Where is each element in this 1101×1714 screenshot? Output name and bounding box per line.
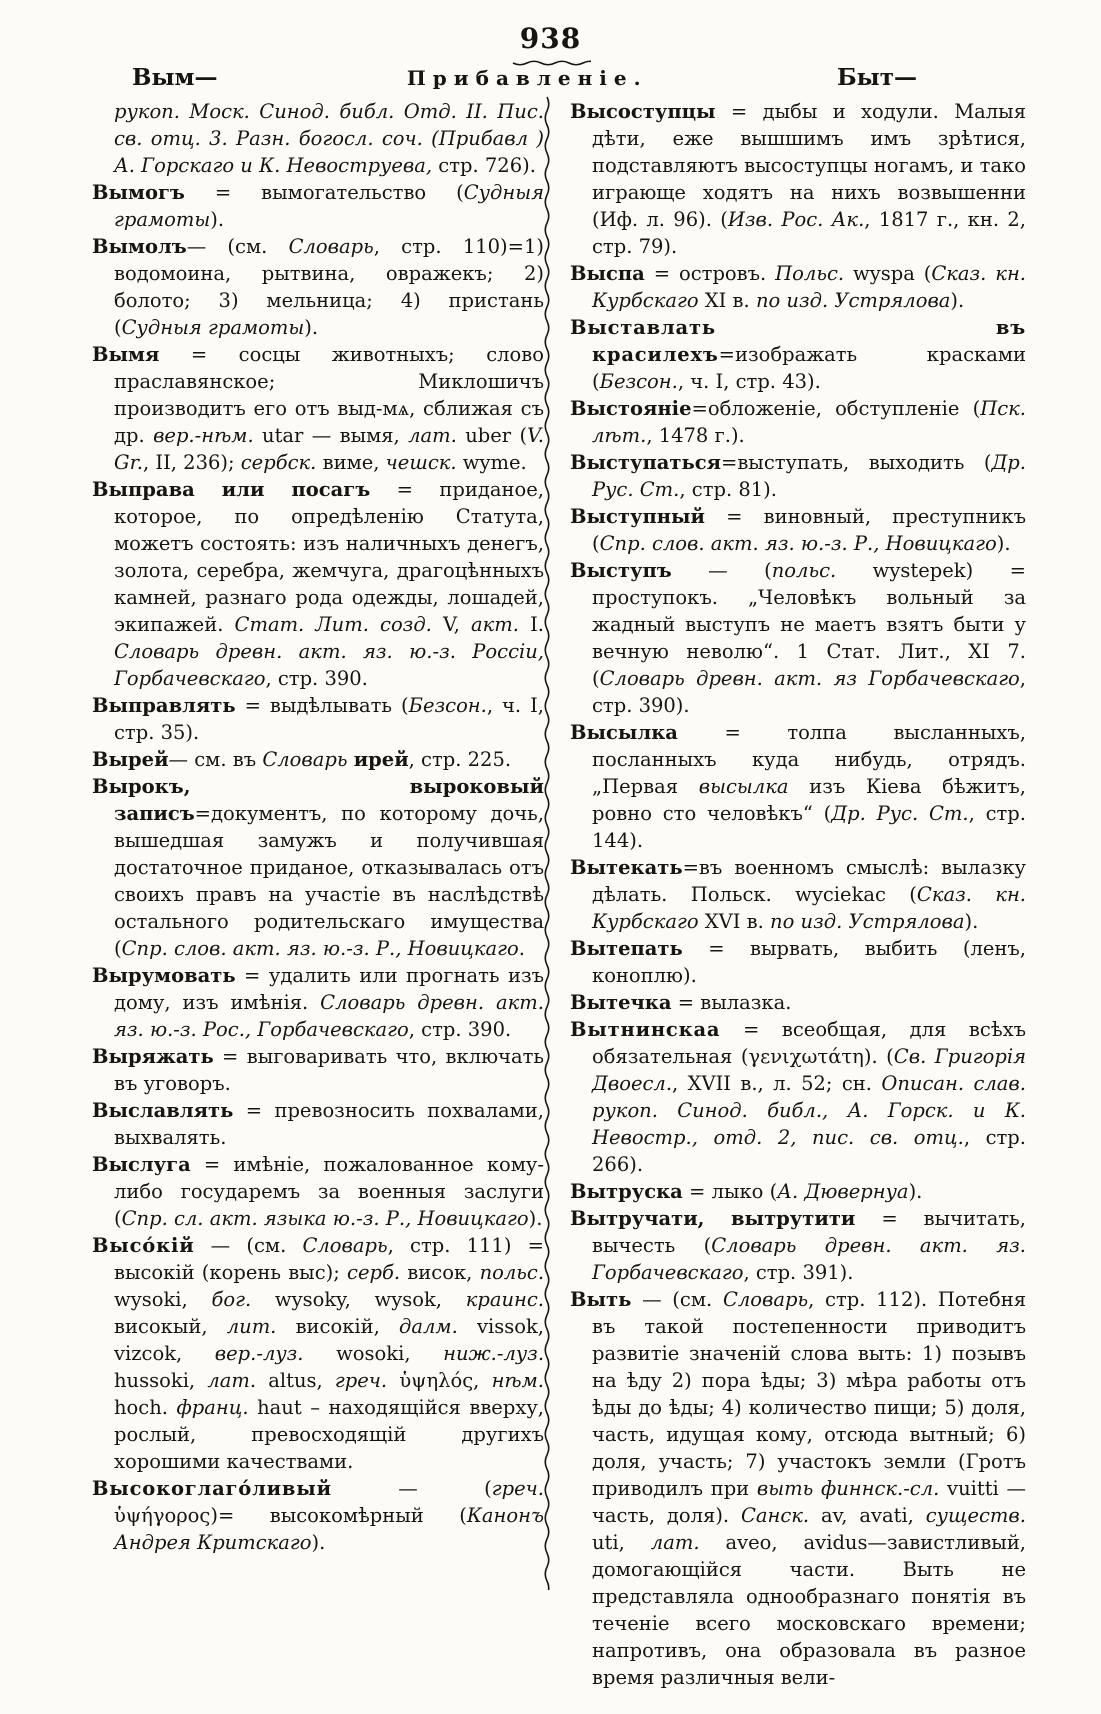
entry-citation: Сказ. кн. Курбскаго	[592, 883, 1026, 933]
dictionary-entry	[570, 719, 1026, 854]
dictionary-entry	[570, 314, 1026, 395]
entry-text: wyme.	[456, 451, 527, 474]
entry-citation: серб.	[347, 1261, 401, 1284]
entry-text: ).	[311, 1531, 326, 1554]
entry-text: =изображать красками (	[592, 343, 1026, 393]
entry-citation: Св. Григорія Двоесл.	[592, 1045, 1026, 1095]
entry-text: , стр. 390).	[592, 667, 1026, 717]
entry-headword: Выправлять	[92, 694, 236, 717]
entry-headword: Высылка	[570, 721, 678, 744]
entry-text: vissok, vizcok,	[114, 1315, 544, 1365]
entry-text: ).	[950, 289, 965, 312]
entry-text: — см. въ	[168, 748, 263, 771]
entry-text: = вырвать, выбить (ленъ, коноплю).	[592, 937, 1026, 987]
entry-citation: Изв. Рос. Ак.	[727, 208, 865, 231]
entry-headword: Выспа	[570, 262, 645, 285]
entry-citation: акт.	[471, 613, 519, 636]
entry-text: , стр. 111) = высокій (корень выс);	[114, 1234, 544, 1284]
entry-text: = удалить или прогнать изъ дому, изъ имѣнія.	[114, 964, 544, 1014]
entry-citation: Словарь древн. акт. яз. ю.-з. Россіи, Горбачевскаго	[114, 640, 544, 690]
entry-headword: Вытепать	[570, 937, 683, 960]
running-head	[92, 64, 1017, 91]
entry-text: =въ военномъ смыслѣ: вылазку дѣлать. Польск. wyciekac (	[592, 856, 1026, 906]
entry-text: виме,	[316, 451, 386, 474]
entry-text: wysoki,	[114, 1288, 212, 1311]
entry-headword: Высо́кій	[92, 1234, 195, 1257]
dictionary-entry	[570, 989, 1026, 1016]
entry-citation: Словарь	[288, 235, 374, 258]
entry-citation: лат.	[207, 1369, 257, 1392]
entry-citation: Др. Рус. Ст.	[831, 802, 969, 825]
entry-text: = толпа высланныхъ, посланныхъ куда нибудь, отрядъ. „Первая	[592, 721, 1026, 798]
dictionary-entry	[92, 1151, 544, 1232]
entry-text: — (	[671, 559, 772, 582]
entry-citation: Сказ. кн. Курбскаго	[592, 262, 1026, 312]
entry-citation: нѣм.	[491, 1369, 544, 1392]
entry-text: , ч. I, стр. 35).	[114, 694, 544, 744]
entry-text: , XVII в., л. 52; сн.	[672, 1072, 882, 1095]
entry-headword: Выслуга	[92, 1153, 191, 1176]
entry-headword: Выряжать	[92, 1045, 214, 1068]
entry-text: , 1478 г.).	[646, 424, 745, 447]
entry-text: ).	[908, 1180, 923, 1203]
entry-text: aveo, avidus—завистливый, домогающійся части. Выть не представляла однообразнаго понятія въ теченіе всего московскаго времени; напротивъ, она образовала въ разное время различныя вели-	[592, 1531, 1027, 1689]
entry-text: , стр. 225.	[408, 748, 512, 771]
entry-citation: польс.	[479, 1261, 545, 1284]
entry-citation: греч.	[491, 1477, 544, 1500]
entry-text: uti,	[592, 1531, 651, 1554]
entry-citation: вер.-нѣм.	[153, 424, 254, 447]
entry-text: = островъ.	[644, 262, 776, 285]
entry-citation: Безсон.	[599, 370, 678, 393]
entry-headword: Вымогъ	[92, 181, 185, 204]
entry-citation: далм.	[399, 1315, 458, 1338]
entry-text: ).	[528, 1207, 543, 1230]
page-number: 938	[519, 22, 582, 55]
entry-text: =обложеніе, обступленіе (	[691, 397, 981, 420]
dictionary-entry	[92, 1475, 544, 1556]
entry-text: , ч. I, стр. 43).	[677, 370, 821, 393]
entry-text: =документъ, по которому дочь, вышедшая замужъ и получившая достаточное приданое, отказывалась отъ своихъ правъ на участіе въ наслѣдствѣ остального родительскаго имущества (	[114, 802, 544, 960]
entry-text: = выговаривать что, включать въ уговоръ.	[114, 1045, 544, 1095]
dictionary-entry	[570, 854, 1026, 935]
entry-text: изъ Кіева бѣжитъ, ровно сто человѣкъ“ (	[592, 775, 1026, 825]
entry-text: .	[518, 937, 525, 960]
entry-text: = сосцы животныхъ; слово праславянское; Миклошичъ производитъ его отъ выд-мѧ, сближая съ др.	[114, 343, 544, 447]
entry-text: , стр. 266).	[592, 1126, 1026, 1176]
entry-citation: Канонъ Андрея Критскаго	[114, 1504, 544, 1554]
entry-text: , 1817 г., кн. 2, стр. 79).	[592, 208, 1026, 258]
entry-headword: Выступаться	[570, 451, 721, 474]
entry-headword: Вытнинскаа	[570, 1018, 721, 1041]
entry-text: — (см.	[631, 1288, 723, 1311]
entry-citation: краинс.	[465, 1288, 545, 1311]
entry-headword: Высоступцы	[570, 100, 716, 123]
entry-text: utar — вымя,	[253, 424, 409, 447]
entry-text: = вымогательство (	[184, 181, 464, 204]
entry-citation: V. Gr.	[114, 424, 544, 474]
running-head-left: Вым—	[132, 64, 218, 91]
entry-text: — (см.	[186, 235, 289, 258]
entry-citation: греч.	[334, 1369, 388, 1392]
dictionary-entry	[92, 773, 544, 962]
entry-citation: Др. Рус. Ст.	[592, 451, 1026, 501]
entry-text: , стр. 110)=1) водомоина, рытвина, овражекъ; 2) болото; 3) мельница; 4) пристань (	[114, 235, 544, 339]
entry-text: стр. 726).	[438, 154, 536, 177]
entry-text: ὑψήγορος)= высокомѣрный (	[114, 1504, 467, 1527]
entry-citation: франц.	[176, 1396, 249, 1419]
entry-text: altus,	[256, 1369, 335, 1392]
entry-headword: Выправа или посагъ	[92, 478, 371, 501]
dictionary-entry	[92, 476, 544, 692]
entry-text: , стр. 390.	[408, 1018, 512, 1041]
entry-text: haut – находящійся вверху, рослый, превосходящій другихъ хорошими качествами.	[114, 1396, 544, 1473]
entry-text: , стр. 391).	[743, 1261, 854, 1284]
dictionary-entry	[92, 692, 544, 746]
entry-text: — (см.	[194, 1234, 303, 1257]
entry-citation: А. Дювернуа	[777, 1180, 909, 1203]
entry-citation: Спр. слов. акт. яз. ю.-з. Р., Новицкаго	[599, 532, 997, 555]
entry-citation: лит.	[226, 1315, 277, 1338]
dictionary-entry	[92, 233, 544, 341]
entry-citation: Словарь	[262, 748, 348, 771]
entry-headword: Вырумовать	[92, 964, 236, 987]
entry-text: високій,	[276, 1315, 399, 1338]
entry-citation: Спр. слов. акт. яз. ю.-з. Р., Новицкаго	[121, 937, 519, 960]
entry-citation: Судныя грамоты	[121, 316, 305, 339]
entry-citation: Словарь	[722, 1288, 809, 1311]
running-head-right: Быт—	[837, 64, 917, 91]
entry-text: wysoky, wysok,	[251, 1288, 466, 1311]
entry-citation: лат.	[650, 1531, 700, 1554]
entry-citation: Пск. лѣт.	[592, 397, 1026, 447]
entry-citation: ниж.-луз.	[443, 1342, 545, 1365]
entry-text: = имѣніе, пожалованное кому-либо государемъ за военныя заслуги (	[114, 1153, 544, 1230]
entry-citation: существ.	[925, 1504, 1026, 1527]
entry-citation: Словарь древн. акт. яз Горбачевскаго	[599, 667, 1020, 690]
entry-text: = лыко (	[682, 1180, 778, 1203]
entry-text: = превозносить похвалами, выхвалять.	[114, 1099, 544, 1149]
entry-citation: Словарь	[302, 1234, 388, 1257]
entry-headword: Вытручати, вытрутити	[570, 1207, 856, 1230]
entry-citation: Словарь древн. акт. яз. ю.-з. Рос., Горбачевскаго	[114, 991, 544, 1041]
entry-citation: по изд. Устрялова	[755, 289, 951, 312]
dictionary-entry	[92, 746, 544, 773]
entry-headword: Вымолъ	[92, 235, 187, 258]
entry-text: ).	[304, 316, 319, 339]
entry-text: I.	[518, 613, 544, 636]
column-right	[570, 98, 1026, 1691]
entry-citation: Словарь древн. акт. яз. Горбачевскаго	[592, 1234, 1027, 1284]
entry-text: uber (	[456, 424, 528, 447]
entry-citation: польс.	[771, 559, 837, 582]
entry-headword: Выть	[570, 1288, 632, 1311]
entry-text: висок,	[400, 1261, 480, 1284]
entry-text: , стр. 390.	[265, 667, 368, 690]
entry-citation: по изд. Устрялова	[770, 910, 965, 933]
entry-text: , II, 236);	[142, 451, 241, 474]
entry-text: av, avati,	[809, 1504, 926, 1527]
entry-text: hoch.	[114, 1396, 177, 1419]
entry-text: = приданое, которое, по опредѣленію Статута, можетъ состоять: изъ наличныхъ денегъ, золота, серебра, жемчуга, драгоцѣнныхъ камней, разнаго рода одежды, лошадей, экипажей.	[114, 478, 544, 636]
dictionary-entry	[570, 1286, 1026, 1691]
dictionary-entry	[570, 98, 1026, 260]
entry-headword: Вытекать	[570, 856, 683, 879]
entry-text: = всеобщая, для всѣхъ обязательная (γενιχωτάτη). (	[592, 1018, 1026, 1068]
entry-text: ὑψηλός,	[387, 1369, 492, 1392]
text-columns	[92, 98, 1026, 1691]
entry-text: XVI в.	[698, 910, 771, 933]
entry-headword: Выславлять	[92, 1099, 234, 1122]
dictionary-entry	[570, 503, 1026, 557]
entry-text: ).	[964, 910, 979, 933]
entry-text: ).	[996, 532, 1011, 555]
entry-citation: чешск.	[385, 451, 457, 474]
entry-headword: Вырокъ, выроковый записъ	[92, 775, 544, 825]
entry-headword: Выступный	[570, 505, 706, 528]
dictionary-entry	[570, 260, 1026, 314]
entry-citation: выть финнск.-сл.	[756, 1477, 940, 1500]
dictionary-entry	[570, 1205, 1026, 1286]
entry-text: , стр. 144).	[592, 802, 1026, 852]
entry-headword: Вырей	[92, 748, 169, 771]
entry-citation: Санск.	[740, 1504, 810, 1527]
running-head-center: Прибавленіе.	[406, 66, 648, 90]
entry-citation: Судныя грамоты	[114, 181, 544, 231]
entry-text: ).	[210, 208, 225, 231]
entry-citation: Польс.	[775, 262, 845, 285]
entry-headword: Вытруска	[570, 1180, 683, 1203]
entry-text: , стр. 81).	[679, 478, 777, 501]
entry-text: — (	[331, 1477, 492, 1500]
entry-headword: Вытечка	[570, 991, 672, 1014]
dictionary-entry	[570, 935, 1026, 989]
entry-headword: Выстояніе	[570, 397, 692, 420]
entry-citation: Безсон.	[408, 694, 487, 717]
entry-headword: Вымя	[92, 343, 160, 366]
dictionary-entry	[570, 1178, 1026, 1205]
entry-headword: Выставлать въ красилехъ	[570, 316, 1026, 366]
entry-citation: Стат. Лит. созд.	[234, 613, 432, 636]
entry-headword: ирей	[353, 748, 409, 771]
dictionary-entry	[92, 1043, 544, 1097]
entry-citation: бог.	[211, 1288, 252, 1311]
entry-text: = виновный, преступникъ (	[592, 505, 1026, 555]
entry-text: , стр. 112). Потебня въ такой постепенности приводитъ развитіе значеній слова выть: 1) позывъ на ѣду 2) пора ѣды; 3) мѣра работы отъ ѣды до ѣды; 4) количество пищи; 5) доля, часть, идущая кому, отсюда вытный; 6) доля, участь; 7) участокъ земли (Гротъ приводилъ при	[592, 1288, 1026, 1500]
entry-text: високый,	[114, 1315, 227, 1338]
dictionary-entry	[92, 179, 544, 233]
entry-text: vuitti — часть, доля).	[592, 1477, 1026, 1527]
dictionary-entry	[570, 1016, 1026, 1178]
dictionary-entry	[570, 557, 1026, 719]
entry-text: =выступать, выходить (	[720, 451, 992, 474]
entry-citation: вер.-луз.	[214, 1342, 304, 1365]
dictionary-entry	[92, 1097, 544, 1151]
dictionary-entry	[92, 962, 544, 1043]
dictionary-entry	[570, 449, 1026, 503]
dictionary-entry	[92, 1232, 544, 1475]
entry-text: hussoki,	[114, 1369, 208, 1392]
entry-citation: высылка	[698, 775, 789, 798]
entry-text: V,	[431, 613, 471, 636]
entry-text: = дыбы и ходули. Малыя дѣти, еже вышшимъ имъ зрѣтися, подставляютъ высоступцы ногамъ, и тако играюще ходятъ на нихъ возвышенни (Иф. л. 96). (	[592, 100, 1026, 231]
entry-citation: Описан. слав. рукоп. Синод. библ., А. Горск. и К. Невостр., отд. 2, пис. св. отц.	[592, 1072, 1026, 1149]
entry-text: wosoki,	[303, 1342, 444, 1365]
entry-citation: Спр. сл. акт. языка ю.-з. Р., Новицкаго	[121, 1207, 529, 1230]
entry-citation: лат.	[408, 424, 457, 447]
entry-text: wyspa (	[844, 262, 932, 285]
column-left	[92, 98, 544, 1556]
entry-continuation	[92, 98, 544, 179]
entry-headword: Выступъ	[570, 559, 672, 582]
entry-citation: рукоп. Моск. Синод. библ. Отд. II. Пис. св. отц. 3. Разн. богосл. соч. (Прибавл ) А. Горскаго и К. Невоструева,	[114, 100, 544, 177]
entry-headword: Высокоглаго́ливый	[92, 1477, 332, 1500]
entry-text: = вылазка.	[671, 991, 792, 1014]
dictionary-entry	[570, 395, 1026, 449]
entry-citation: сербск.	[240, 451, 317, 474]
entry-text: = вычитать, вычесть (	[592, 1207, 1026, 1257]
entry-text: wystepek) = проступокъ. „Человѣкъ вольный за жадный выступъ не маетъ взятъ быти у вечную неволю“. 1 Стат. Лит., XI 7. (	[592, 559, 1026, 690]
entry-text: XI в.	[698, 289, 756, 312]
entry-text: = выдѣлывать (	[235, 694, 409, 717]
dictionary-entry	[92, 341, 544, 476]
